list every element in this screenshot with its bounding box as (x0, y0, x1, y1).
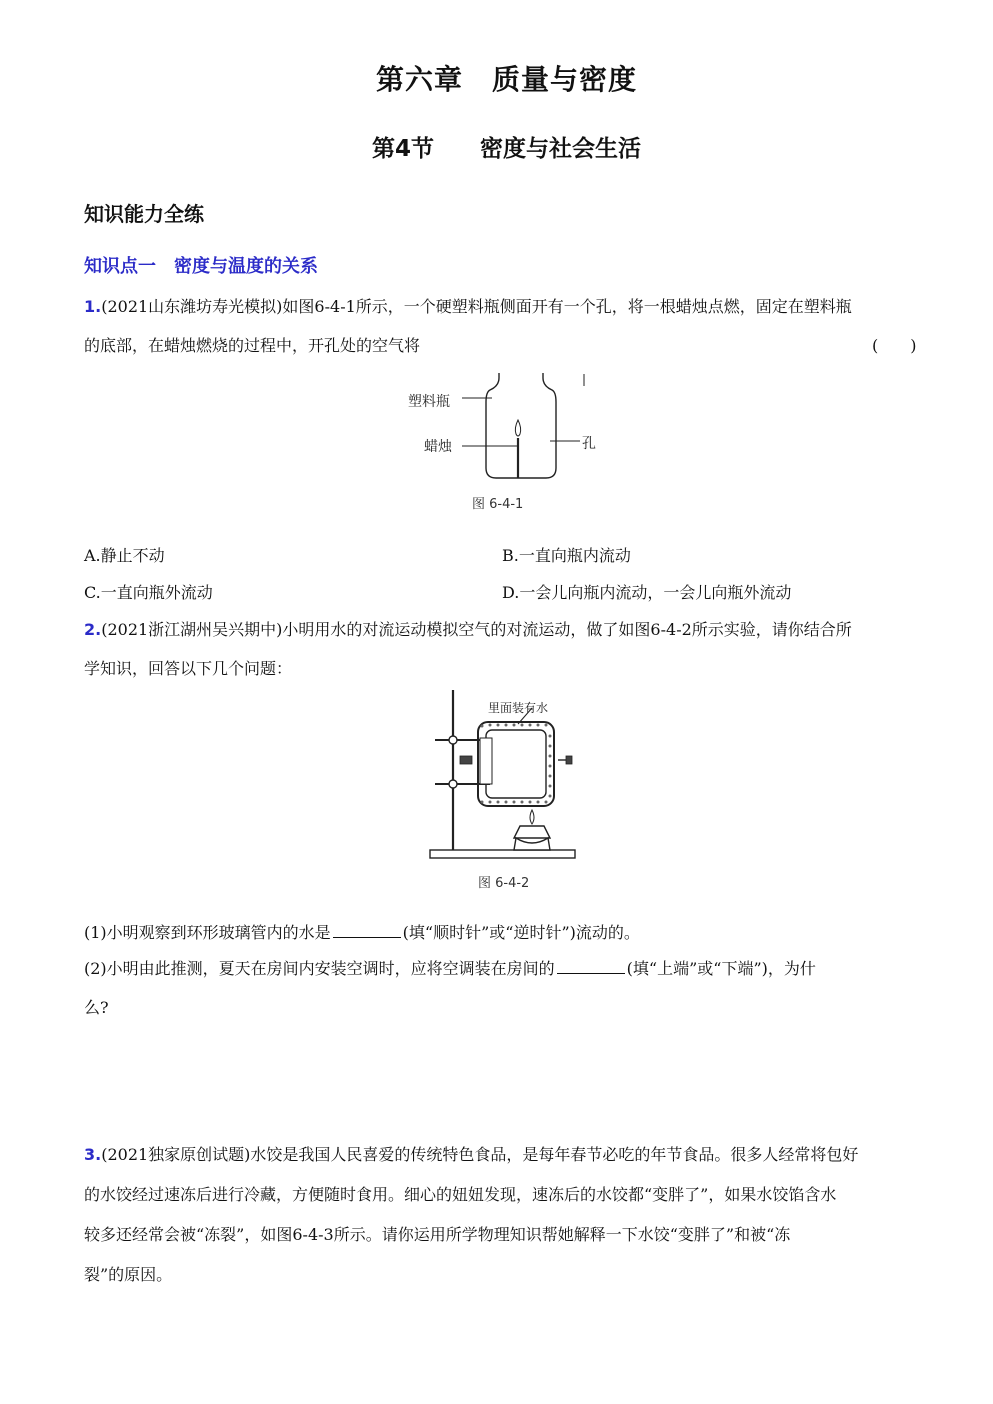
label-candle: 蜡烛 (424, 439, 452, 455)
q2-line1 (84, 617, 852, 640)
q2-sub2-line2: 么? (84, 998, 109, 1017)
chapter-title: 第六章 质量与密度 (375, 63, 637, 96)
q3-line2: 的水饺经过速冻后进行冷藏，方便随时食用。细心的妞妞发现，速冻后的水饺都“变胖了”，如果水饺馅含水 (84, 1185, 837, 1204)
q2-sub1 (84, 920, 640, 943)
label-water: 里面装有水 (488, 701, 549, 715)
q2-sub2-blank[interactable] (557, 959, 625, 974)
q2-sub1-post: (填“顺时针”或“逆时针”)流动的。 (402, 923, 640, 942)
q2-sub2-post: (填“上端”或“下端”)，为什 (626, 959, 816, 978)
q3-line3: 较多还经常会被“冻裂”，如图6-4-3所示。请你运用所学物理知识帮她解释一下水饺“变胖了”和被“冻 (84, 1225, 791, 1244)
q1-option-d: D.一会儿向瓶内流动，一会儿向瓶外流动 (502, 583, 792, 602)
q2-number: 2. (84, 620, 102, 639)
figure-6-4-2 (420, 688, 590, 893)
q1-text-1: (2021山东潍坊寿光模拟)如图6-4-1所示，一个硬塑料瓶侧面开有一个孔，将一根蜡烛点燃，固定在塑料瓶 (101, 297, 852, 316)
figure-6-4-1-caption: 图 6-4-1 (472, 497, 524, 512)
q3-line1 (84, 1142, 858, 1165)
q1-line2: 的底部，在蜡烛燃烧的过程中，开孔处的空气将 (84, 336, 421, 355)
q1-option-c: C.一直向瓶外流动 (84, 583, 213, 602)
q1-number: 1. (84, 297, 102, 316)
label-bottle: 塑料瓶 (408, 394, 450, 410)
q2-text-1: (2021浙江湖州吴兴期中)小明用水的对流运动模拟空气的对流运动，做了如图6-4-2所示实验，请你结合所 (101, 620, 852, 639)
q1-answer-bracket: ( ) (872, 336, 917, 355)
q2-sub1-blank[interactable] (333, 923, 401, 938)
section-title: 第4节 密度与社会生活 (371, 136, 641, 162)
q2-sub2-pre: (2)小明由此推测，夏天在房间内安装空调时，应将空调装在房间的 (84, 959, 555, 978)
q3-number: 3. (84, 1145, 102, 1164)
q1-option-b: B.一直向瓶内流动 (502, 546, 631, 565)
label-hole: 孔 (582, 436, 596, 452)
q2-sub1-pre: (1)小明观察到环形玻璃管内的水是 (84, 923, 331, 942)
knowledge-point-title: 知识点一 密度与温度的关系 (84, 256, 318, 277)
q1-line1 (84, 294, 852, 317)
q3-line4: 裂”的原因。 (84, 1265, 173, 1284)
q2-line2: 学知识，回答以下几个问题： (84, 659, 293, 678)
q2-sub2 (84, 956, 816, 979)
q3-text-1: (2021独家原创试题)水饺是我国人民喜爱的传统特色食品，是每年春节必吃的年节食品。很多人经常将包好 (101, 1145, 859, 1164)
figure-6-4-1 (400, 368, 620, 518)
q1-option-a: A.静止不动 (84, 546, 165, 565)
part-title: 知识能力全练 (84, 202, 204, 226)
figure-6-4-2-caption: 图 6-4-2 (478, 876, 530, 891)
